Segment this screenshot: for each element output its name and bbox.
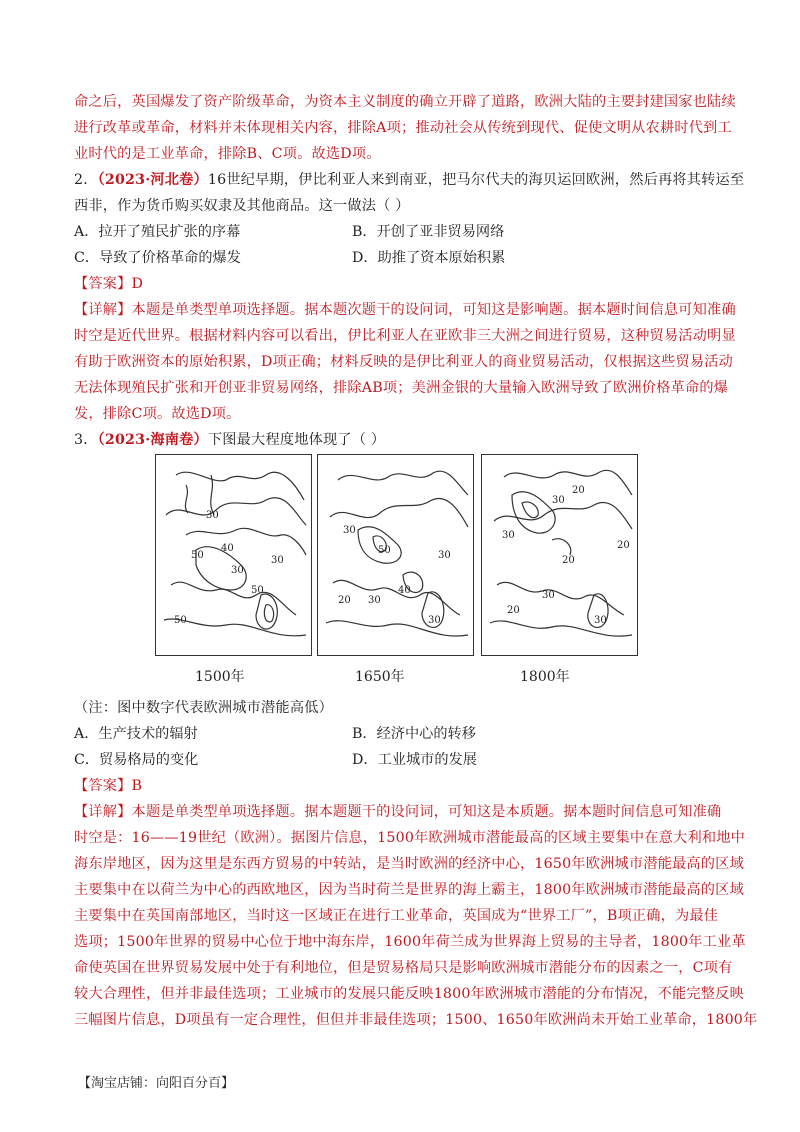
map-1500-label-1: 30	[206, 510, 219, 521]
footer-shop-text: 【淘宝店铺：向阳百分百】	[78, 1076, 235, 1091]
map-1800-label-7: 30	[594, 615, 607, 626]
q2-number: 2．	[74, 172, 98, 188]
q2-source: （2023·河北卷）	[97, 172, 208, 188]
q2-detail-line-3: 有助于欧洲资本的原始积累，D项正确；材料反映的是伊比利亚人的商业贸易活动，仅根据这些贸易活动	[74, 354, 734, 370]
q2-option-c: C．导致了价格革命的爆发	[74, 250, 241, 266]
q3-detail-line-1: 【详解】本题是单类型单项选择题。据本题题干的设问词，可知这是本质题。据本题时间信息可知准确	[74, 804, 722, 820]
map-1650-label-2: 30	[343, 525, 356, 536]
map-caption-1500: 1500年	[195, 669, 245, 685]
q3-detail-line-6: 选项；1500年世界的贸易中心位于地中海东岸，1600年荷兰成为世界海上贸易的主导者，1800年工业革	[74, 934, 746, 950]
q2-detail-line-5: 发，排除C项。故选D项。	[74, 406, 241, 422]
q2-option-d: D．助推了资本原始积累	[352, 250, 506, 266]
map-1500-label-4: 30	[271, 555, 284, 566]
q3-stem-line	[74, 430, 385, 450]
q2-detail-line-4: 无法体现殖民扩张和开创亚非贸易网络，排除AB项；美洲金银的大量输入欧洲导致了欧洲价格革命的爆	[74, 380, 729, 396]
q3-option-c: C．贸易格局的变化	[74, 752, 199, 768]
q3-note: （注：图中数字代表欧洲城市潜能高低）	[74, 700, 333, 716]
map-1500-label-5: 50	[251, 585, 264, 596]
q2-detail-line-2: 时空是近代世界。根据材料内容可以看出，伊比利亚人在亚欧非三大洲之间进行贸易，这种贸易活动明显	[74, 328, 736, 344]
map-caption-1650: 1650年	[355, 669, 405, 685]
q3-detail-line-9: 三幅图片信息，D项虽有一定合理性，但但并非最佳选项；1500、1650年欧洲尚未开始工业革命，1800年	[74, 1012, 758, 1028]
map-1500-label-3: 40	[221, 543, 234, 554]
map-1500	[155, 454, 312, 656]
q2-stem-line-2: 西非，作为货币购买奴隶及其他商品。这一做法（ ）	[74, 198, 410, 214]
map-1500-label-2: 50	[191, 550, 204, 561]
q2-detail-line-1: 【详解】本题是单类型单项选择题。据本题次题干的设问词，可知这是影响题。据本题时间信息可知准确	[74, 302, 736, 318]
map-1800-label-4: 20	[617, 540, 630, 551]
map-1500-label-7: 30	[231, 565, 244, 576]
map-1800-label-5: 20	[507, 605, 520, 616]
intro-line-1: 命之后，英国爆发了资产阶级革命，为资本主义制度的确立开辟了道路，欧洲大陆的主要封建国家也陆续	[74, 94, 736, 110]
map-1800-label-8: 20	[562, 555, 575, 566]
q3-detail-line-4: 主要集中在以荷兰为中心的西欧地区，因为当时荷兰是世界的海上霸主，1800年欧洲城市潜能最高的区域	[74, 882, 744, 898]
map-1800-drawing	[482, 455, 637, 655]
map-1800-label-3: 30	[502, 530, 515, 541]
q2-stem-line-1	[74, 170, 744, 190]
europe-maps-figure	[155, 454, 645, 684]
map-1650-label-6: 40	[398, 585, 411, 596]
map-1800-label-2: 30	[552, 495, 565, 506]
q2-option-a: A．拉开了殖民扩张的序幕	[74, 224, 241, 240]
map-1650-label-5: 30	[368, 595, 381, 606]
q3-option-b: B．经济中心的转移	[352, 726, 476, 742]
q3-detail-line-2: 时空是：16——19世纪（欧洲）。据图片信息，1500年欧洲城市潜能最高的区域主要集中在意大利和地中	[74, 830, 745, 846]
q3-answer: 【答案】B	[74, 778, 143, 794]
map-1800	[481, 454, 638, 656]
q2-answer: 【答案】D	[74, 276, 144, 292]
q3-stem-text: 下图最大程度地体现了（ ）	[207, 432, 386, 448]
map-1800-label-6: 30	[542, 590, 555, 601]
map-1650	[317, 454, 474, 656]
q2-stem-text: 16世纪早期，伊比利亚人来到南亚，把马尔代夫的海贝运回欧洲，然后再将其转运至	[207, 172, 745, 188]
map-1650-label-1: 50	[378, 545, 391, 556]
map-caption-1800: 1800年	[520, 669, 570, 685]
intro-line-3: 业时代的是工业革命，排除B、C项。故选D项。	[74, 146, 381, 162]
map-1500-label-6: 50	[174, 615, 187, 626]
q3-source: （2023·海南卷）	[97, 432, 208, 448]
q3-detail-line-8: 较大合理性，但并非最佳选项；工业城市的发展只能反映1800年欧洲城市潜能的分布情况，不能完整反映	[74, 986, 744, 1002]
q3-detail-line-3: 海东岸地区，因为这里是东西方贸易的中转站，是当时欧洲的经济中心，1650年欧洲城市潜能最高的区域	[74, 856, 744, 872]
map-1650-label-7: 30	[428, 615, 441, 626]
map-1650-label-4: 20	[338, 595, 351, 606]
q3-number: 3．	[74, 432, 98, 448]
q3-detail-line-5: 主要集中在英国南部地区，当时这一区域正在进行工业革命，英国成为“世界工厂”，B项正确，为最佳	[74, 908, 719, 924]
q3-option-a: A．生产技术的辐射	[74, 726, 198, 742]
q3-option-d: D．工业城市的发展	[352, 752, 477, 768]
q3-detail-line-7: 命使英国在世界贸易发展中处于有利地位，但是贸易格局只是影响欧洲城市潜能分布的因素之一，C项有	[74, 960, 733, 976]
map-1650-label-3: 30	[438, 550, 451, 561]
intro-line-2: 进行改革或革命，材料并未体现相关内容，排除A项；推动社会从传统到现代、促使文明从农耕时代到工	[74, 120, 732, 136]
q2-option-b: B．开创了亚非贸易网络	[352, 224, 505, 240]
map-1800-label-1: 20	[572, 485, 585, 496]
